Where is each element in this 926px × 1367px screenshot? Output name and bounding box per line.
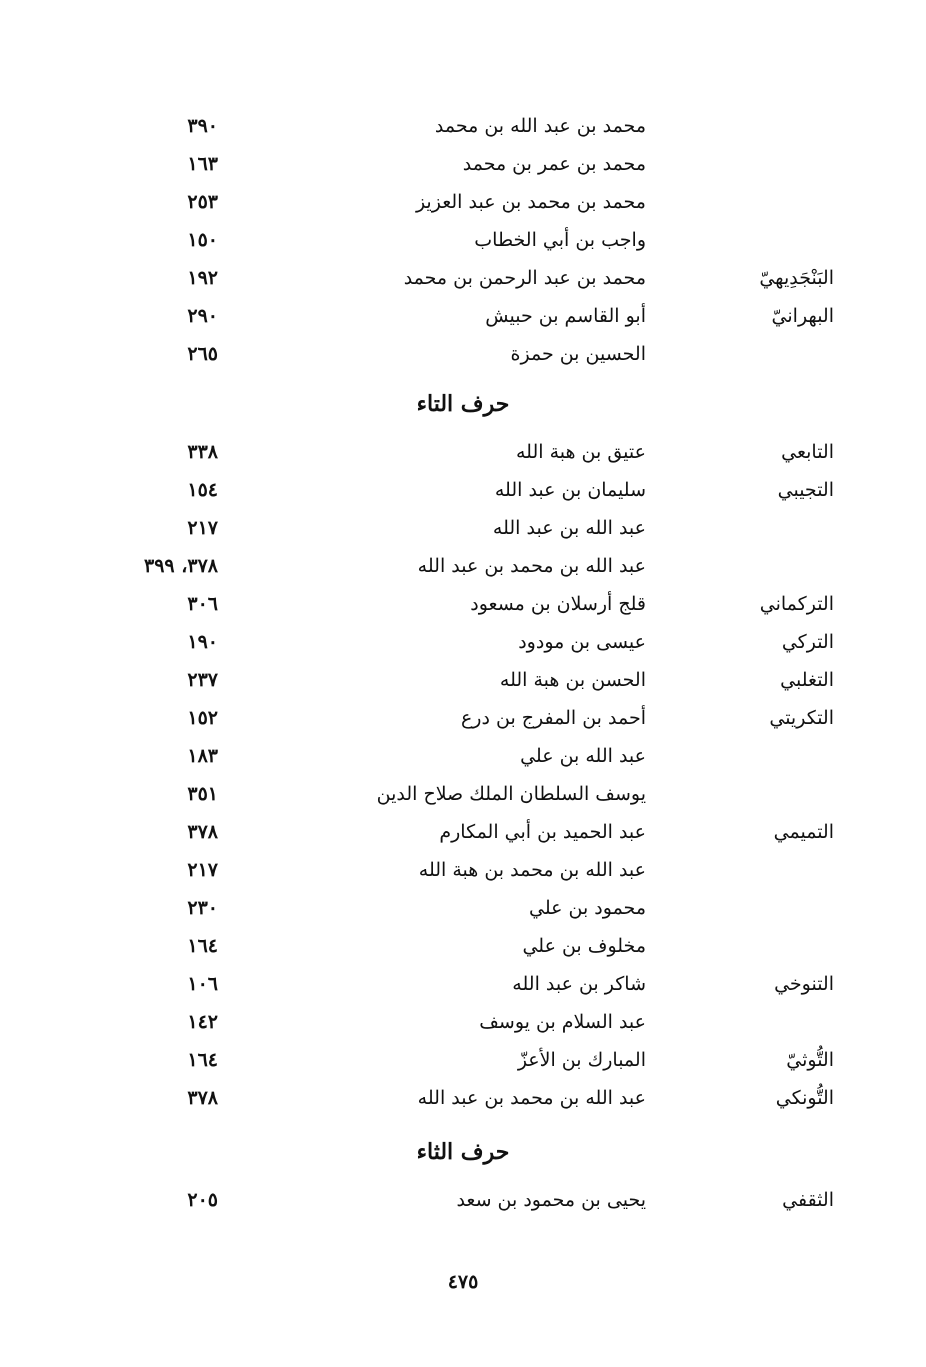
list-item	[0, 1079, 926, 1117]
nisba: التُّونكي	[775, 1087, 834, 1109]
nisba: التُّوثيّ	[786, 1049, 834, 1071]
person-name: عبد الله بن عبد الله	[492, 517, 646, 539]
person-name: عبد الله بن محمد بن عبد الله	[417, 555, 646, 577]
nisba: التكريتي	[769, 707, 834, 729]
nisba: البهرانيّ	[771, 305, 834, 327]
page-refs: ١٤٢	[187, 1011, 218, 1033]
person-name: قلج أرسلان بن مسعود	[470, 593, 646, 615]
list-item	[0, 737, 926, 775]
person-name: المبارك بن الأعزّ	[517, 1049, 646, 1071]
page-refs: ٢٦٥	[187, 343, 218, 365]
nisba: التنوخي	[774, 973, 834, 995]
nisba: التركي	[781, 631, 834, 653]
page-refs: ١٩٢	[187, 267, 218, 289]
page-refs: ٢٣٧	[187, 669, 218, 691]
page-refs: ٢٣٠	[187, 897, 218, 919]
nisba: البَنْجَدِيهيّ	[759, 267, 834, 289]
person-name: محمد بن محمد بن عبد العزيز	[415, 191, 646, 213]
section-heading-thaa: حرف الثاء	[416, 1139, 510, 1165]
page-refs: ٢٩٠	[187, 305, 218, 327]
page-refs: ١٦٤	[187, 1049, 218, 1071]
list-item	[0, 585, 926, 623]
page-refs: ٣٥١	[187, 783, 218, 805]
page-number: ٤٧٥	[447, 1271, 479, 1293]
page-refs: ٢١٧	[187, 859, 218, 881]
page-refs: ١٠٦	[187, 973, 218, 995]
list-item	[0, 661, 926, 699]
nisba: التابعي	[781, 441, 834, 463]
page-refs: ٣٩٠	[187, 115, 218, 137]
list-item	[0, 221, 926, 259]
person-name: أحمد بن المفرج بن درع	[460, 707, 646, 729]
list-item	[0, 297, 926, 335]
page-refs: ١٥٠	[187, 229, 218, 251]
list-item	[0, 145, 926, 183]
page-refs: ٣٧٨	[187, 821, 218, 843]
list-item	[0, 623, 926, 661]
list-item	[0, 851, 926, 889]
list-item	[0, 1041, 926, 1079]
person-name: شاكر بن عبد الله	[512, 973, 646, 995]
list-item	[0, 889, 926, 927]
list-item	[0, 927, 926, 965]
person-name: سليمان بن عبد الله	[494, 479, 646, 501]
person-name: أبو القاسم بن حبيش	[485, 305, 646, 327]
person-name: عبد الله بن محمد بن عبد الله	[417, 1087, 646, 1109]
person-name: محمد بن عمر بن محمد	[462, 153, 646, 175]
person-name: عبد الحميد بن أبي المكارم	[439, 821, 646, 843]
nisba: التركماني	[759, 593, 834, 615]
nisba: الثقفي	[782, 1189, 834, 1211]
page-refs: ٢٥٣	[187, 191, 218, 213]
page-refs: ١٥٢	[187, 707, 218, 729]
person-name: مخلوف بن علي	[522, 935, 646, 957]
list-item	[0, 259, 926, 297]
page-refs: ٣٧٨، ٣٩٩	[144, 555, 218, 577]
list-item	[0, 1003, 926, 1041]
list-item	[0, 965, 926, 1003]
person-name: عبد الله بن محمد بن هبة الله	[418, 859, 646, 881]
person-name: واجب بن أبي الخطاب	[474, 229, 646, 251]
person-name: عبد الله بن علي	[520, 745, 646, 767]
person-name: عتيق بن هبة الله	[515, 441, 646, 463]
nisba: التميمي	[773, 821, 834, 843]
person-name: يوسف السلطان الملك صلاح الدين	[376, 783, 646, 805]
page-refs: ٣٣٨	[187, 441, 218, 463]
page-refs: ١٨٣	[187, 745, 218, 767]
person-name: محمد بن عبد الرحمن بن محمد	[403, 267, 646, 289]
list-item	[0, 775, 926, 813]
list-item	[0, 335, 926, 373]
nisba: التغلبي	[780, 669, 834, 691]
list-item	[0, 813, 926, 851]
person-name: عبد السلام بن يوسف	[479, 1011, 646, 1033]
page-refs: ٣٧٨	[187, 1087, 218, 1109]
person-name: الحسن بن هبة الله	[499, 669, 646, 691]
nisba: التجيبي	[777, 479, 834, 501]
list-item	[0, 471, 926, 509]
page-refs: ١٩٠	[187, 631, 218, 653]
list-item	[0, 433, 926, 471]
section-heading-taa: حرف التاء	[416, 391, 510, 417]
page-refs: ١٥٤	[187, 479, 218, 501]
person-name: محمود بن علي	[529, 897, 646, 919]
page-refs: ٢١٧	[187, 517, 218, 539]
person-name: يحيى بن محمود بن سعد	[456, 1189, 646, 1211]
person-name: محمد بن عبد الله بن محمد	[434, 115, 646, 137]
page-refs: ١٦٣	[187, 153, 218, 175]
page-refs: ٣٠٦	[187, 593, 218, 615]
list-item	[0, 509, 926, 547]
list-item	[0, 547, 926, 585]
person-name: الحسين بن حمزة	[510, 343, 646, 365]
list-item	[0, 183, 926, 221]
person-name: عيسى بن مودود	[518, 631, 646, 653]
page-refs: ١٦٤	[187, 935, 218, 957]
list-item	[0, 699, 926, 737]
page-refs: ٢٠٥	[187, 1189, 218, 1211]
list-item	[0, 107, 926, 145]
list-item	[0, 1181, 926, 1219]
